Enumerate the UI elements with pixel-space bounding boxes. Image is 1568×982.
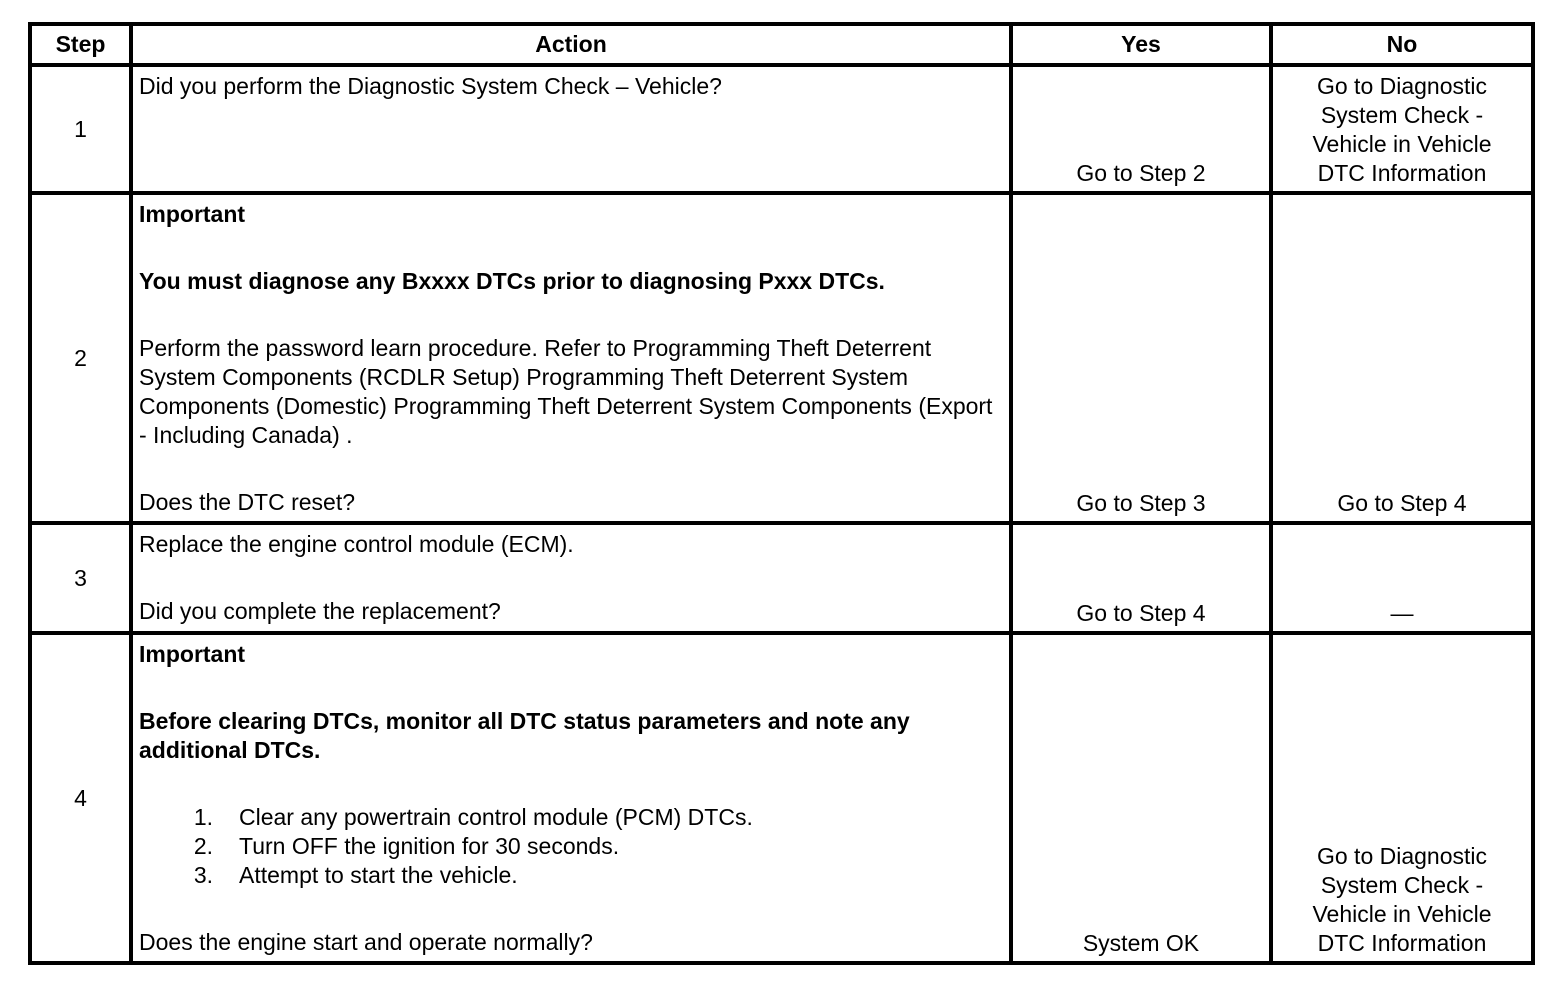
- action-question: Did you perform the Diagnostic System Check – Vehicle?: [139, 73, 722, 99]
- header-step: Step: [30, 24, 131, 65]
- no-line: Vehicle in Vehicle: [1312, 901, 1492, 927]
- no-line: Go to Diagnostic: [1316, 73, 1488, 99]
- no-line: Vehicle in Vehicle: [1312, 131, 1492, 157]
- no-cell: [1271, 65, 1533, 193]
- list-item-text: Clear any powertrain control module (PCM) DTCs.: [239, 804, 753, 830]
- yes-cell: Go to Step 2: [1011, 65, 1271, 193]
- no-line: Go to Diagnostic: [1316, 843, 1488, 869]
- table-row-step-3: [30, 523, 1533, 633]
- table-row-step-1: [30, 65, 1533, 193]
- no-line: DTC Information: [1317, 930, 1487, 956]
- table-row-step-4: [30, 633, 1533, 963]
- action-cell: [131, 65, 1011, 193]
- list-item-number: 3.: [193, 862, 213, 888]
- action-question: Does the engine start and operate normally?: [139, 929, 593, 955]
- header-no: No: [1271, 24, 1533, 65]
- action-cell: [131, 633, 1011, 963]
- action-cell: [131, 523, 1011, 633]
- important-heading: Important: [139, 641, 246, 667]
- list-item-number: 2.: [193, 833, 213, 859]
- no-cell: —: [1271, 523, 1533, 633]
- list-item: [139, 832, 1003, 861]
- no-cell: [1271, 633, 1533, 963]
- procedure-text: Perform the password learn procedure. Refer to Programming Theft Deterrent System Components (RCDLR Setup) Programming Theft Deterrent System Components (Domestic) Programming Theft Deterrent System Components (Export - Including Canada) .: [139, 335, 993, 448]
- diagnostic-table: [28, 22, 1535, 965]
- list-item: [139, 803, 1003, 832]
- important-note: Before clearing DTCs, monitor all DTC status parameters and note any additional DTCs.: [139, 708, 910, 763]
- action-cell: [131, 193, 1011, 523]
- step-number: 2: [30, 193, 131, 523]
- step-number: 1: [30, 65, 131, 193]
- no-line: DTC Information: [1317, 160, 1487, 186]
- procedure-list: [139, 803, 1003, 890]
- list-item-number: 1.: [193, 804, 213, 830]
- list-item-text: Attempt to start the vehicle.: [239, 862, 518, 888]
- instruction-text: Replace the engine control module (ECM).: [139, 531, 574, 557]
- header-row: [30, 24, 1533, 65]
- list-item-text: Turn OFF the ignition for 30 seconds.: [239, 833, 620, 859]
- action-question: Does the DTC reset?: [139, 489, 356, 515]
- no-line: System Check -: [1320, 872, 1484, 898]
- action-question: Did you complete the replacement?: [139, 598, 501, 624]
- important-note: You must diagnose any Bxxxx DTCs prior to diagnosing Pxxx DTCs.: [139, 268, 885, 294]
- important-heading: Important: [139, 201, 246, 227]
- yes-cell: Go to Step 3: [1011, 193, 1271, 523]
- step-number: 3: [30, 523, 131, 633]
- header-action: Action: [131, 24, 1011, 65]
- header-yes: Yes: [1011, 24, 1271, 65]
- step-number: 4: [30, 633, 131, 963]
- no-cell: Go to Step 4: [1271, 193, 1533, 523]
- list-item: [139, 861, 1003, 890]
- yes-cell: System OK: [1011, 633, 1271, 963]
- yes-cell: Go to Step 4: [1011, 523, 1271, 633]
- table-row-step-2: [30, 193, 1533, 523]
- no-line: System Check -: [1320, 102, 1484, 128]
